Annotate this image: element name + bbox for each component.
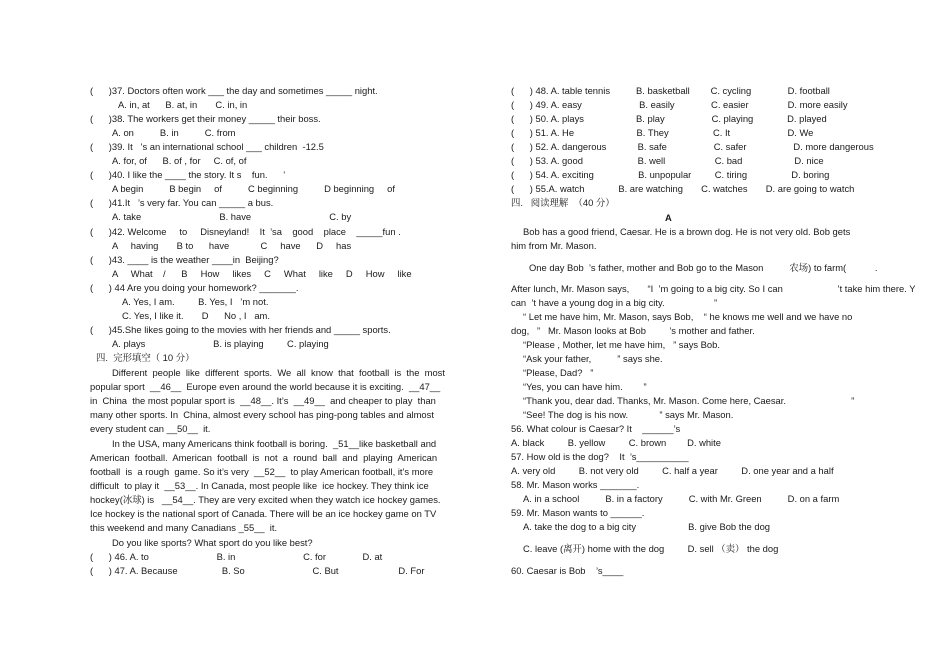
left-text-line: Ice hockey is the national sport of Canada. There will be an ice hockey game on TV xyxy=(90,508,437,519)
left-text-line: ( ) 47. A. Because B. So C. But D. For xyxy=(90,565,425,576)
right-text-line: After lunch, Mr. Mason says, “I ’m going to a big city. So I can ’t take him there. Y xyxy=(511,283,916,294)
right-text-line: “Yes, you can have him. ” xyxy=(523,381,647,392)
left-text-line: A What / B How likes C What like D How like xyxy=(112,268,412,279)
left-text-line: difficult to play it __53__. In Canada, most people like ice hockey. They think ice xyxy=(90,480,429,491)
left-text-line: A. take B. have C. by xyxy=(112,211,352,222)
right-text-line: 58. Mr. Mason works _______. xyxy=(511,479,640,490)
right-text-line: ( ) 49. A. easy B. easily C. easier D. more easily xyxy=(511,99,848,110)
left-text-line: ( )38. The workers get their money _____ their boss. xyxy=(90,113,321,124)
left-text-line: in China the most popular sport is __48__. It’s __49__ and cheaper to play than xyxy=(90,395,436,406)
right-text-line: 60. Caesar is Bob ’s____ xyxy=(511,565,624,576)
left-text-line: 四. 完形填空（ 10 分） xyxy=(96,352,195,363)
right-text-line: Bob has a good friend, Caesar. He is a brown dog. He is not very old. Bob gets xyxy=(523,226,851,237)
left-text-line: football is a rough game. So it’s very __52__ to play American football, it’s more xyxy=(90,466,434,477)
left-text-line: Do you like sports? What sport do you like best? xyxy=(112,537,313,548)
right-text-line: 59. Mr. Mason wants to ______. xyxy=(511,507,645,518)
left-text-line: A. plays B. is playing C. playing xyxy=(112,338,329,349)
left-text-line: A. in, at B. at, in C. in, in xyxy=(118,99,248,110)
left-text-line: A. for, of B. of , for C. of, of xyxy=(112,155,247,166)
right-text-line: “Please , Mother, let me have him, ” says Bob. xyxy=(523,339,720,350)
left-text-line: A having B to have C have D has xyxy=(112,240,352,251)
left-text-line: popular sport __46__ Europe even around the world because it is exciting. __47__ xyxy=(90,381,441,392)
left-text-line: ( ) 44 Are you doing your homework? _______. xyxy=(90,282,299,293)
right-text-line: ( ) 50. A. plays B. play C. playing D. played xyxy=(511,113,827,124)
right-text-line: “See! The dog is his now. ” says Mr. Mason. xyxy=(523,409,734,420)
right-text-line: dog, ” Mr. Mason looks at Bob ’s mother and father. xyxy=(511,325,755,336)
left-text-line: A. Yes, I am. B. Yes, I ’m not. xyxy=(122,296,269,307)
right-text-line: “Ask your father, ” says she. xyxy=(523,353,663,364)
right-text-line: 四. 阅读理解 （40 分） xyxy=(511,197,615,208)
left-text-line: ( )41.It ’s very far. You can _____ a bus. xyxy=(90,197,274,208)
right-text-line: One day Bob ’s father, mother and Bob go to the Mason 农场) to farm( . xyxy=(529,262,878,273)
right-text-line: ( ) 54. A. exciting B. unpopular C. tiring D. boring xyxy=(511,169,830,180)
right-text-line: can ’t have a young dog in a big city. ” xyxy=(511,297,718,308)
left-text-line: every student can __50__ it. xyxy=(90,423,211,434)
left-text-line: Different people like different sports. We all know that football is the most xyxy=(112,367,445,378)
right-text-line: A. in a school B. in a factory C. with Mr. Green D. on a farm xyxy=(523,493,840,504)
right-text-line: A. very old B. not very old C. half a year D. one year and a half xyxy=(511,465,834,476)
left-text-line: American football. American football is not a round ball and playing American xyxy=(90,452,438,463)
right-text-line: C. leave (离开) home with the dog D. sell （卖） the dog xyxy=(523,543,779,554)
left-text-line: ( )45.She likes going to the movies with her friends and _____ sports. xyxy=(90,324,391,335)
right-text-line: A. black B. yellow C. brown D. white xyxy=(511,437,721,448)
left-text-line: ( )43. ____ is the weather ____in Beijing? xyxy=(90,254,279,265)
right-text-line: A xyxy=(665,212,672,223)
left-text-line: ( )42. Welcome to Disneyland! It ’sa good place _____fun . xyxy=(90,226,401,237)
left-text-line: this weekend and many Canadians _55__ it. xyxy=(90,522,278,533)
right-text-line: “Thank you, dear dad. Thanks, Mr. Mason. Come here, Caesar. ” xyxy=(523,395,855,406)
left-text-line: ( )37. Doctors often work ___ the day and sometimes _____ night. xyxy=(90,85,378,96)
left-text-line: hockey(冰球) is __54__. They are very excited when they watch ice hockey games. xyxy=(90,494,441,505)
right-text-line: “Please, Dad? ” xyxy=(523,367,594,378)
left-text-line: C. Yes, I like it. D No , I am. xyxy=(122,310,270,321)
left-text-line: In the USA, many Americans think football is boring. _51__like basketball and xyxy=(112,438,437,449)
left-text-line: A. on B. in C. from xyxy=(112,127,236,138)
left-text-line: ( )39. It ’s an international school ___ children -12.5 xyxy=(90,141,324,152)
right-text-line: ( ) 52. A. dangerous B. safe C. safer D. more dangerous xyxy=(511,141,874,152)
right-text-line: A. take the dog to a big city B. give Bob the dog xyxy=(523,521,771,532)
right-text-line: ( ) 48. A. table tennis B. basketball C. cycling D. football xyxy=(511,85,830,96)
left-text-line: ( ) 46. A. to B. in C. for D. at xyxy=(90,551,383,562)
right-text-line: “ Let me have him, Mr. Mason, says Bob, “ he knows me well and we have no xyxy=(523,311,853,322)
left-text-line: many other sports. In China, almost every school has ping-pong tables and almost xyxy=(90,409,434,420)
left-text-line: ( )40. I like the ____ the story. It s fun. ’ xyxy=(90,169,286,180)
right-text-line: him from Mr. Mason. xyxy=(511,240,597,251)
right-text-line: 56. What colour is Caesar? It ______’s xyxy=(511,423,681,434)
left-text-line: A begin B begin of C beginning D beginning of xyxy=(112,183,395,194)
right-text-line: 57. How old is the dog? It ’s__________ xyxy=(511,451,689,462)
right-text-line: ( ) 55.A. watch B. are watching C. watches D. are going to watch xyxy=(511,183,855,194)
right-text-line: ( ) 53. A. good B. well C. bad D. nice xyxy=(511,155,824,166)
right-text-line: ( ) 51. A. He B. They C. It D. We xyxy=(511,127,814,138)
